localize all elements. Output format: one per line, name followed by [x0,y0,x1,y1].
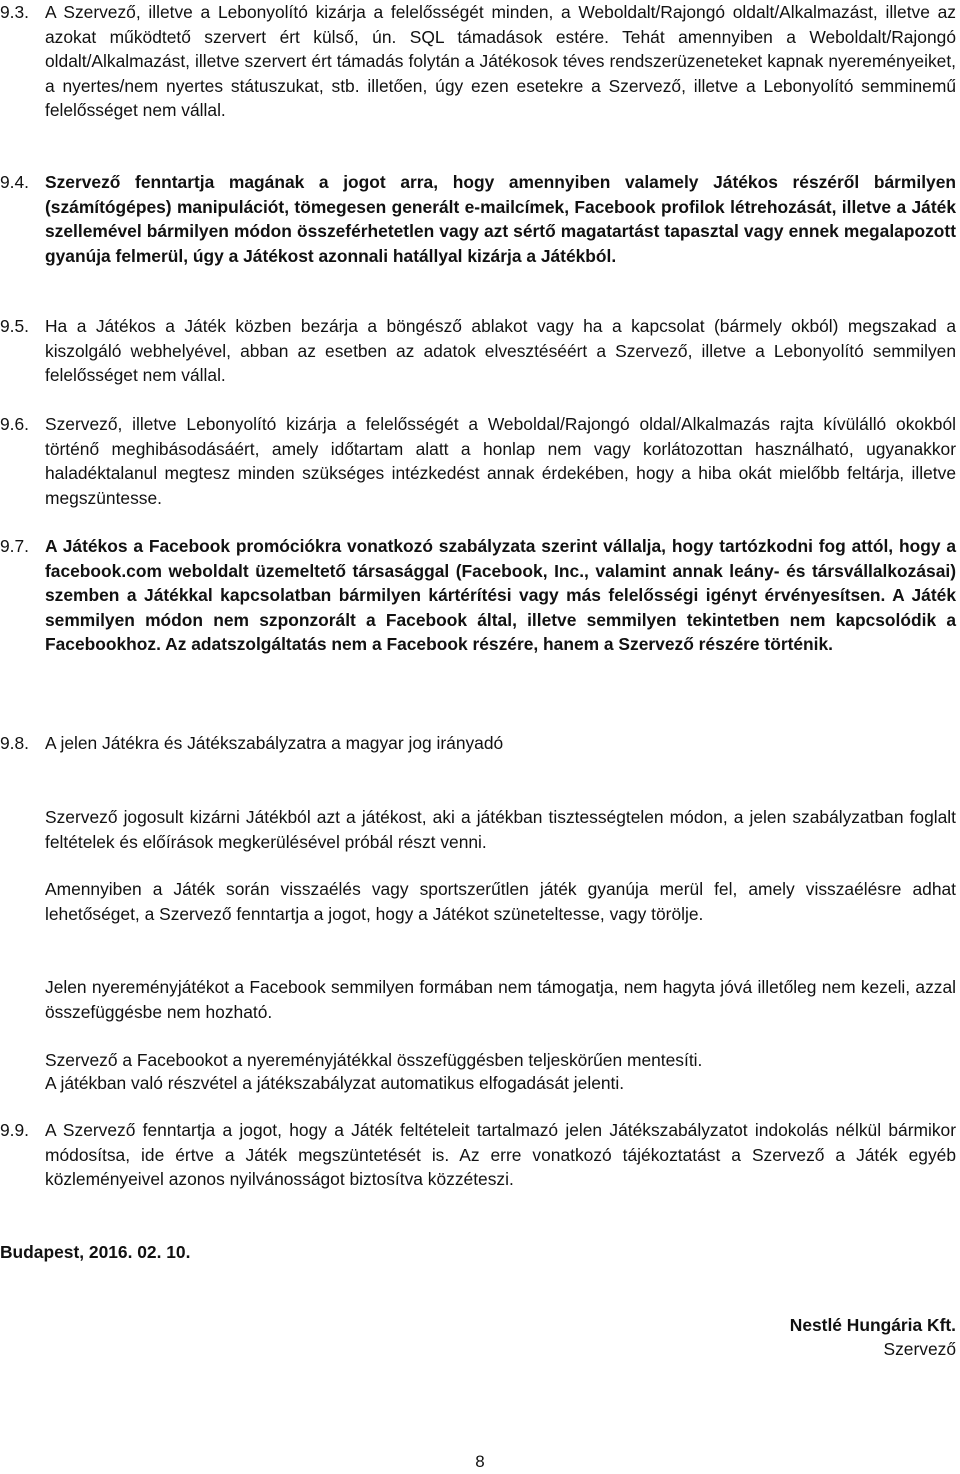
section-text: A jelen Játékra és Játékszabályzatra a magyar jog irányadó [45,733,504,753]
paragraph-abuse: Amennyiben a Játék során visszaélés vagy sportszerűtlen játék gyanúja merül fel, amely visszaélésre adhat lehetőséget, a Szervező fenntartja a jogot, hogy a Játékot szüneteltesse, vagy törölje. [45,879,956,924]
section-text: Ha a Játékos a Játék közben bezárja a böngésző ablakot vagy ha a kapcsolat (bármely okból) megszakad a kiszolgáló webhelyével, abban az esetben az adatok elvesztéséért a Szervező, illetve a Lebonyolító semmilyen felelősséget nem vállal. [45,316,956,385]
section-9-6 [0,412,956,510]
section-9-3 [0,0,956,123]
section-number: 9.6. [0,414,30,434]
section-9-7 [0,534,956,657]
signature-company: Nestlé Hungária Kft. [789,1315,956,1335]
section-9-4 [0,170,956,268]
section-9-8 [0,731,956,756]
paragraph-acceptance: A játékban való részvétel a játékszabályzat automatikus elfogadását jelenti. [45,1073,625,1093]
section-number: 9.5. [0,316,30,336]
section-text: Szervező, illetve Lebonyolító kizárja a felelősségét a Weboldal/Rajongó oldal/Alkalmazás rajta kívülálló okokból történő meghibásodásáért, amely időtartam alatt a honlap nem vagy korlátozottan használható, ugyanakkor haladéktalanul megtesz minden szükséges intézkedést annak érdekében, hogy a hiba okát mielőbb feltárja, illetve megszüntesse. [45,414,956,508]
paragraph-facebook-release: Szervező a Facebookot a nyereményjátékkal összefüggésben teljeskörűen mentesíti. [45,1050,703,1070]
section-9-9 [0,1118,956,1192]
section-text: A Játékos a Facebook promóciókra vonatkozó szabályzata szerint vállalja, hogy tartózkodni fog attól, hogy a facebook.com weboldalt üzemeltető társasággal (Facebook, Inc., valamint annak leány- és társvállalkozásai) szemben a Játékkal kapcsolatban bármilyen kártérítési vagy más felelősségi igényt érvényesítsen. A Játék semmilyen módon nem szponzorált a Facebook által, illetve semmilyen tekintetben nem kapcsolódik a Facebookhoz. Az adatszolgáltatás nem a Facebook részére, hanem a Szervező részére történik. [45,536,956,654]
section-9-5 [0,314,956,388]
section-number: 9.9. [0,1120,30,1140]
document-date: Budapest, 2016. 02. 10. [0,1242,191,1262]
section-number: 9.8. [0,733,30,753]
paragraph-exclusion: Szervező jogosult kizárni Játékból azt a játékost, aki a játékban tisztességtelen módon, a jelen szabályzatban foglalt feltételek és előírások megkerülésével próbál részt venni. [45,807,956,852]
section-text: A Szervező fenntartja a jogot, hogy a Játék feltételeit tartalmazó jelen Játékszabályzatot indokolás nélkül bármikor módosítsa, ide értve a Játék megszüntetését is. Az erre vonatkozó tájékoztatást a Szervező a Játék egyéb közleményeivel azonos nyilvánosságot biztosítva közzéteszi. [45,1120,956,1189]
page-number: 8 [475,1452,485,1471]
section-text: Szervező fenntartja magának a jogot arra, hogy amennyiben valamely Játékos részéről bármilyen (számítógépes) manipulációt, tömegesen generált e-mailcímek, Facebook profilok létrehozását, illetve a Játék szellemével bármilyen módon összeférhetetlen vagy azt sértő magatartást tapasztal vagy ennek megalapozott gyanúja felmerül, úgy a Játékost azonnali hatállyal kizárja a Játékból. [45,172,956,266]
section-number: 9.3. [0,2,30,22]
section-number: 9.4. [0,172,30,192]
paragraph-facebook: Jelen nyereményjátékot a Facebook semmilyen formában nem támogatja, nem hagyta jóvá illetőleg nem kezeli, azzal összefüggésbe nem hozható. [45,977,956,1022]
section-text: A Szervező, illetve a Lebonyolító kizárja a felelősségét minden, a Weboldalt/Rajongó oldalt/Alkalmazást, illetve az azokat működtető szervert ért külső, ún. SQL támadások estére. Tehát amennyiben a Weboldalt/Rajongó oldalt/Alkalmazást, illetve szervert ért támadás folytán a Játékosok téves rendszerüzeneteket kapnak nyereményeiket, a nyertes/nem nyertes státuszukat, stb. illetően, úgy ezen esetekre a Szervező, illetve a Lebonyolító semminemű felelősséget nem vállal. [45,2,956,120]
section-number: 9.7. [0,536,30,556]
signature-role: Szervező [883,1339,956,1359]
